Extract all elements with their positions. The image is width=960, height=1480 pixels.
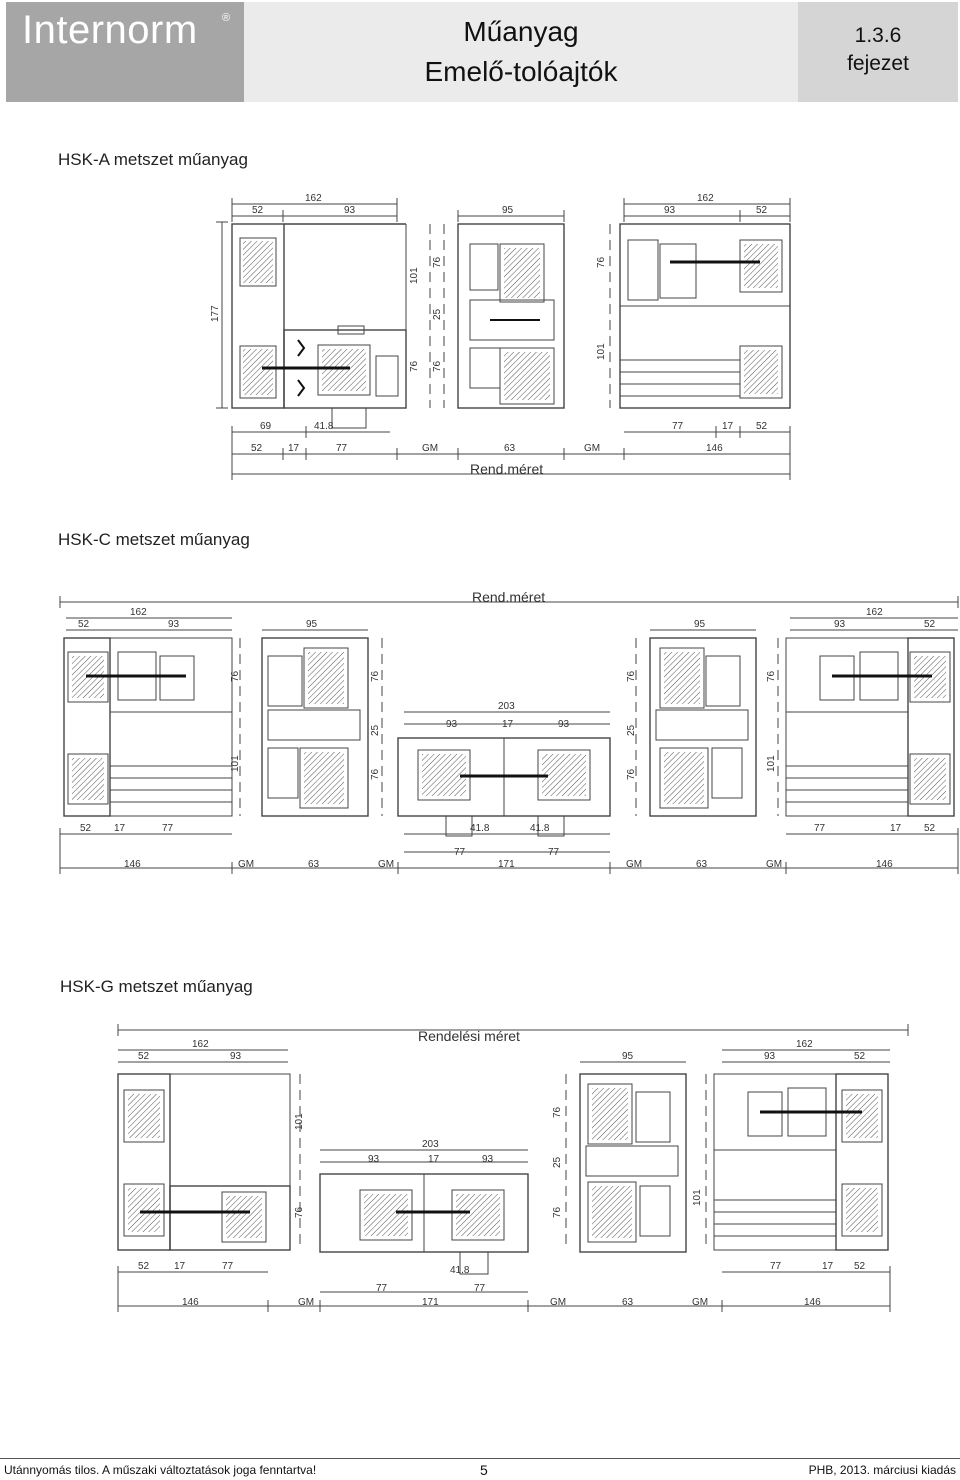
dim-label: 41.8 — [450, 1265, 470, 1276]
dim-label: 52 — [756, 205, 768, 216]
dim-label: 93 — [834, 619, 846, 630]
dim-label: 162 — [697, 193, 714, 204]
dim-label: 95 — [622, 1051, 634, 1062]
drawing-hsk-g — [118, 1024, 908, 1312]
footer-divider — [0, 1458, 960, 1459]
drawing-hsk-c-labels — [78, 589, 936, 870]
dim-label: 17 — [890, 823, 902, 834]
dim-label: 77 — [814, 823, 826, 834]
dim-label: 171 — [422, 1297, 439, 1308]
dim-label: 52 — [251, 443, 263, 454]
dim-label: 77 — [548, 847, 560, 858]
dim-label: 76 — [370, 768, 381, 780]
dim-label: 25 — [432, 308, 443, 320]
dim-label: 93 — [558, 719, 570, 730]
section-title-hsk-c: HSK-C metszet műanyag — [58, 530, 250, 549]
section-title-hsk-g: HSK-G metszet műanyag — [60, 977, 253, 996]
footer-edition: PHB, 2013. márciusi kiadás — [808, 1463, 956, 1477]
dim-label: 162 — [130, 607, 147, 618]
dim-label: 41.8 — [314, 421, 334, 432]
dim-label: 93 — [446, 719, 458, 730]
dim-label: 77 — [376, 1283, 388, 1294]
section-title-hsk-a: HSK-A metszet műanyag — [58, 150, 248, 169]
dim-label: 76 — [432, 360, 443, 372]
dim-label: 76 — [409, 360, 420, 372]
dim-label: 93 — [168, 619, 180, 630]
dim-label: 162 — [305, 193, 322, 204]
dim-label: 76 — [626, 670, 637, 682]
drawing-hsk-a-labels — [210, 193, 768, 477]
dim-label: 162 — [796, 1039, 813, 1050]
dim-label: 63 — [308, 859, 320, 870]
dim-label: 203 — [422, 1139, 439, 1150]
dim-label: 93 — [764, 1051, 776, 1062]
dim-label: 76 — [552, 1106, 563, 1118]
dim-label: 95 — [694, 619, 706, 630]
dim-label: GM — [238, 859, 255, 870]
dim-label: 162 — [192, 1039, 209, 1050]
registered-mark: ® — [222, 12, 231, 24]
dim-label: GM — [422, 443, 439, 454]
dim-label: GM — [550, 1297, 567, 1308]
dim-label: 146 — [124, 859, 141, 870]
dim-label: 93 — [664, 205, 676, 216]
dim-label: GM — [378, 859, 395, 870]
dim-label: 41.8 — [470, 823, 490, 834]
dim-label: GM — [692, 1297, 709, 1308]
dim-label: 69 — [260, 421, 272, 432]
order-size-label: Rend.méret — [470, 461, 544, 477]
dim-label: 17 — [722, 421, 734, 432]
dim-label: 101 — [596, 343, 607, 360]
dim-label: 76 — [432, 256, 443, 268]
dim-label: 101 — [230, 755, 241, 772]
dim-label: 76 — [766, 670, 777, 682]
dim-label: 17 — [428, 1154, 440, 1165]
dim-label: 52 — [78, 619, 90, 630]
dim-label: 52 — [924, 619, 936, 630]
dim-label: 76 — [552, 1206, 563, 1218]
dim-label: 101 — [294, 1113, 305, 1130]
dim-label: 93 — [230, 1051, 242, 1062]
chapter-number: 1.3.6 — [854, 24, 902, 47]
dim-label: 77 — [336, 443, 348, 454]
dim-label: 95 — [306, 619, 318, 630]
dim-label: 52 — [138, 1051, 150, 1062]
dim-label: 171 — [498, 859, 515, 870]
dim-label: 63 — [696, 859, 708, 870]
dim-label: 52 — [252, 205, 264, 216]
dim-label: 146 — [706, 443, 723, 454]
chapter-label: fejezet — [847, 52, 909, 75]
dim-label: 76 — [626, 768, 637, 780]
dim-label: 93 — [482, 1154, 494, 1165]
dim-label: 52 — [924, 823, 936, 834]
dim-label: 162 — [866, 607, 883, 618]
dim-label: 17 — [288, 443, 300, 454]
dim-label: 17 — [822, 1261, 834, 1272]
brand-logo: Internorm — [22, 8, 198, 52]
dim-label: 52 — [854, 1261, 866, 1272]
dim-label: 52 — [854, 1051, 866, 1062]
dim-label: GM — [584, 443, 601, 454]
dim-label: 146 — [804, 1297, 821, 1308]
drawing-hsk-g-labels — [138, 1028, 866, 1308]
dim-label: 101 — [409, 267, 420, 284]
order-size-label: Rend.méret — [472, 589, 546, 605]
dim-label: 95 — [502, 205, 514, 216]
dim-label: 146 — [182, 1297, 199, 1308]
dim-label: 25 — [370, 724, 381, 736]
dim-label: 25 — [552, 1156, 563, 1168]
dim-label: 52 — [80, 823, 92, 834]
dim-label: 77 — [454, 847, 466, 858]
dim-label: 101 — [766, 755, 777, 772]
dim-label: 93 — [368, 1154, 380, 1165]
dim-label: 77 — [162, 823, 174, 834]
dim-label: 25 — [626, 724, 637, 736]
dim-label: 177 — [210, 305, 221, 322]
page-title-line1: Műanyag — [463, 16, 579, 47]
dim-label: 77 — [474, 1283, 486, 1294]
dim-label: 17 — [174, 1261, 186, 1272]
dim-label: 52 — [138, 1261, 150, 1272]
dim-label: 77 — [222, 1261, 234, 1272]
dim-label: GM — [298, 1297, 315, 1308]
order-size-label: Rendelési méret — [418, 1028, 520, 1044]
dim-label: 76 — [230, 670, 241, 682]
dim-label: 76 — [370, 670, 381, 682]
dim-label: 76 — [596, 256, 607, 268]
dim-label: 52 — [756, 421, 768, 432]
dim-label: 63 — [622, 1297, 634, 1308]
dim-label: 77 — [672, 421, 684, 432]
dim-label: 203 — [498, 701, 515, 712]
dim-label: 93 — [344, 205, 356, 216]
footer-copyright: Utánnyomás tilos. A műszaki változtatások joga fenntartva! — [4, 1463, 317, 1477]
dim-label: 101 — [692, 1189, 703, 1206]
dim-label: 76 — [294, 1206, 305, 1218]
dim-label: 63 — [504, 443, 516, 454]
dim-label: 41.8 — [530, 823, 550, 834]
dim-label: GM — [626, 859, 643, 870]
page-number: 5 — [480, 1462, 488, 1478]
dim-label: 146 — [876, 859, 893, 870]
page-title-line2: Emelő-tolóajtók — [424, 56, 618, 87]
dim-label: 17 — [114, 823, 126, 834]
dim-label: 77 — [770, 1261, 782, 1272]
dim-label: 17 — [502, 719, 514, 730]
dim-label: GM — [766, 859, 783, 870]
drawing-hsk-a — [216, 198, 790, 480]
